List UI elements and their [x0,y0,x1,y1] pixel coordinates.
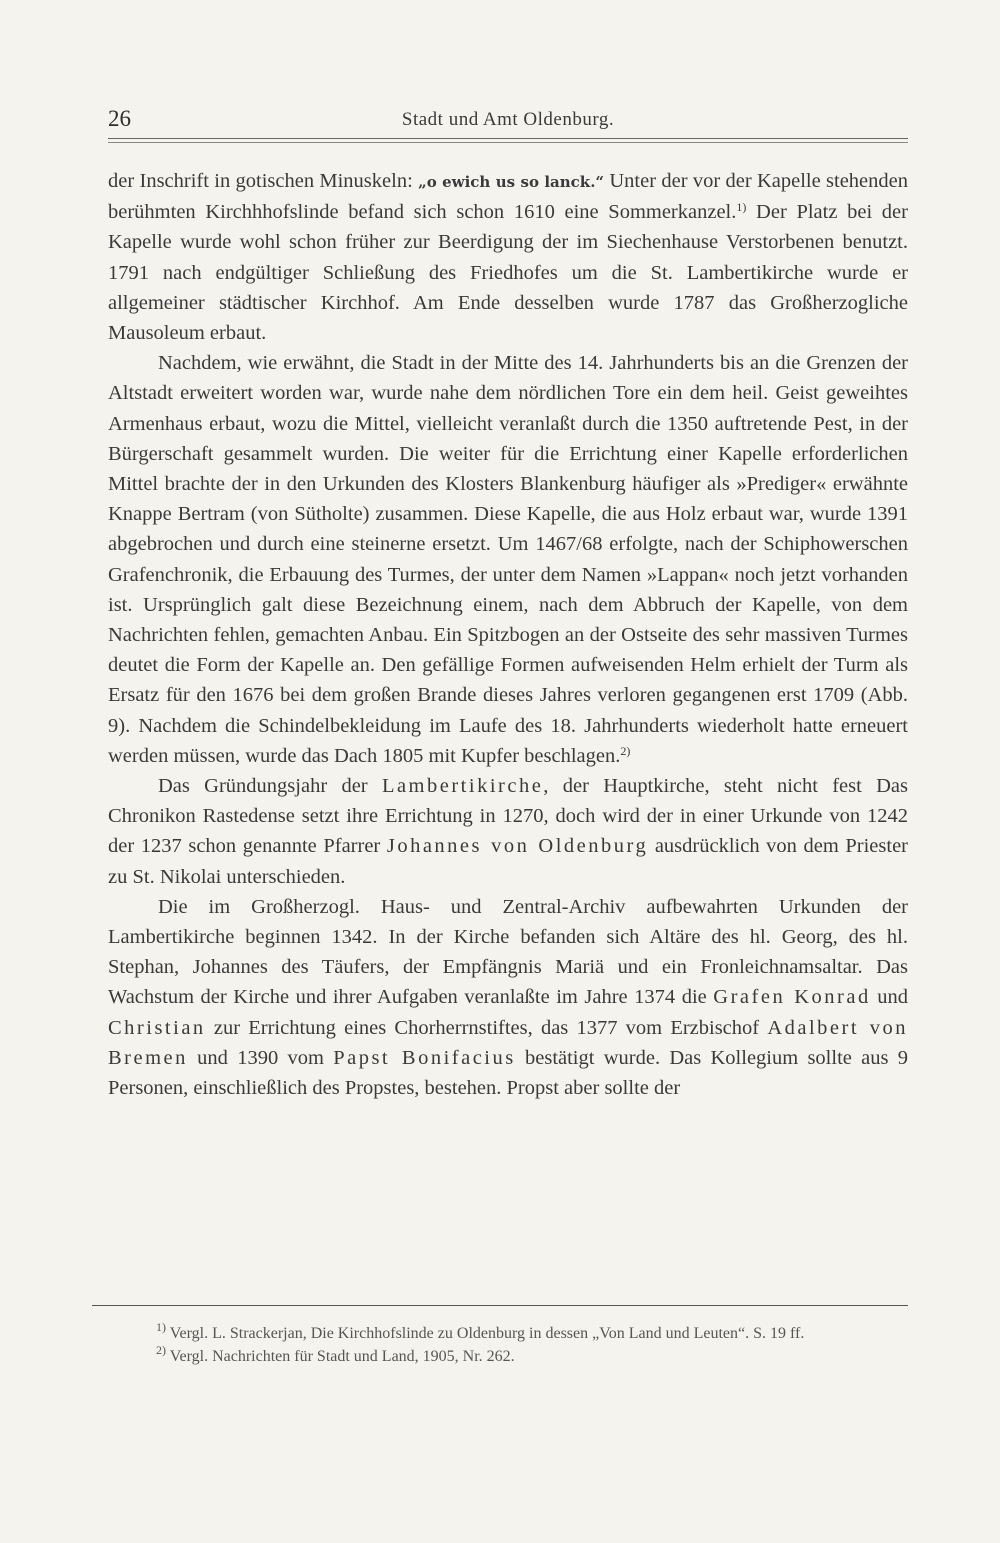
paragraph-2 [108,348,908,771]
emphasis-text: Christian [108,1016,206,1039]
footnote-marker: 2) [620,743,631,758]
text-span: , der Hauptkirche, steht nicht fest Das Chronikon Rastedense setzt ihre Errichtung in 1270, doch wird der in einer Urkunde von 1242 der 1237 schon genannte Pfarrer [108,775,908,858]
footnotes [92,1322,908,1368]
blackletter-inscription: „o ewich us so lanck.“ [418,173,605,191]
text-span: Das Gründungsjahr der [158,775,382,798]
paragraph-3 [108,771,908,892]
text-span: zur Errichtung eines Chorherrnstiftes, das 1377 vom Erzbischof [205,1016,768,1039]
footnote-text: Vergl. Nachrichten für Stadt und Land, 1905, Nr. 262. [166,1348,515,1365]
footnote-text: Vergl. L. Strackerjan, Die Kirchhofslinde zu Oldenburg in dessen „Von Land und Leuten“. S. 19 ff. [166,1325,805,1342]
page-header [108,102,908,138]
text-span: Unter der vor der Kapelle stehenden berühmten Kirchhhofslinde befand sich schon 1610 eine Sommerkanzel. [108,170,908,224]
text-span: der Inschrift in gotischen Minuskeln: [108,170,419,192]
text-span: ausdrücklich von dem Priester zu St. Nikolai unterschieden. [108,835,908,888]
footnote-marker: 1) [736,200,747,215]
running-title: Stadt und Amt Oldenburg. [401,109,615,130]
emphasis-text: Papst Bonifacius [333,1046,516,1069]
text-span: bestätigt wurde. Das Kollegium sollte aus 9 Personen, einschließlich des Propstes, bestehen. Propst aber sollte der [108,1046,908,1100]
main-text [108,166,908,1103]
text-span: und 1390 vom [187,1046,334,1069]
emphasis-text: Adalbert von Bremen [108,1016,908,1069]
paragraph-4 [108,892,908,1103]
text-span: und [870,986,909,1009]
emphasis-text: Johannes von Oldenburg [386,835,649,858]
footnote-2 [92,1345,908,1368]
text-span: Die im Großherzogl. Haus- und Zentral-Archiv aufbewahrten Urkunden der Lambertikirche beginnen 1342. In der Kirche befanden sich Altäre des hl. Georg, des hl. Stephan, Johannes des Täufers, der Empfängnis Mariä und ein Fronleichnamsaltar. Das Wachstum der Kirche und ihrer Aufgaben veranlaßte im Jahre 1374 die [108,895,908,1009]
footnote-1 [92,1322,908,1345]
page-number: 26 [108,106,131,131]
text-span: Der Platz bei der Kapelle wurde wohl schon früher zur Beerdigung der im Siechenhause Verstorbenen benutzt. 1791 nach endgültiger Schließung des Friedhofes um die St. Lambertikirche wurde er allgemeiner städtischer Kirchhof. Am Ende desselben wurde 1787 das Großherzogliche Mausoleum erbaut. [108,201,908,345]
text-span: Nachdem, wie erwähnt, die Stadt in der Mitte des 14. Jahrhunderts bis an die Grenzen der Altstadt erweitert worden war, wurde nahe dem nördlichen Tore ein dem heil. Geist geweihtes Armenhaus erbaut, wozu die Mittel, vielleicht veranlaßt durch die 1350 auftretende Pest, in der Bürgerschaft gesammelt wurden. Die weiter für die Errichtung einer Kapelle erforderlichen Mittel brachte der in den Urkunden des Klosters Blankenburg häufiger als »Prediger« erwähnte Knappe Bertram (von Sütholte) zusammen. Diese Kapelle, die aus Holz erbaut war, wurde 1391 abgebrochen und durch eine steinerne ersetzt. Um 1467/68 erfolgte, nach der Schiphowerschen Grafenchronik, die Erbauung des Turmes, der unter dem Namen »Lappan« noch jetzt vorhanden ist. Ursprünglich galt diese Bezeichnung einem, nach dem Abbruch der Kapelle, von dem Nachrichten fehlen, gemachten Anbau. Ein Spitzbogen an der Ostseite des sehr massiven Turmes deutet die Form der Kapelle an. Den gefällige Formen aufweisenden Helm erhielt der Turm als Ersatz für den 1676 bei dem großen Brande dieses Jahres verloren gegangenen erst 1709 (Abb. 9). Nachdem die Schindelbekleidung im Laufe des 18. Jahrhunderts wiederholt hatte erneuert werden müssen, wurde das Dach 1805 mit Kupfer beschlagen. [108,352,908,767]
emphasis-text: Lambertikirche [381,775,544,798]
emphasis-text: Grafen Konrad [713,986,871,1009]
header-rule-secondary [108,142,908,143]
footnote-marker: 2) [156,1343,166,1357]
paragraph-1 [108,166,908,348]
footnote-rule [92,1305,908,1306]
footnote-marker: 1) [156,1320,166,1334]
header-rule [108,138,908,139]
